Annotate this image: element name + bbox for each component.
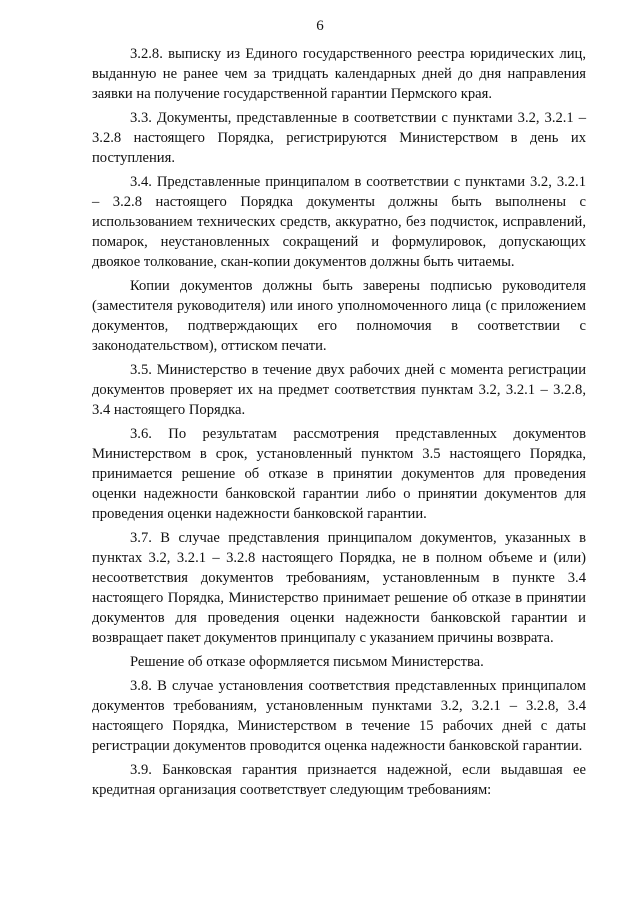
paragraph-3-7: 3.7. В случае представления принципалом документов, указанных в пунктах 3.2, 3.2.1 – 3.2.8 настоящего Порядка, не в полном объеме и (или) несоответствия документов требованиям, установленным в пункте 3.4 настоящего Порядка, Министерство принимает решение об отказе в принятии документов для проведения оценки надежности банковской гарантии и возвращает пакет документов принципалу с указанием причины возврата. — [92, 530, 586, 646]
paragraph-3-6: 3.6. По результатам рассмотрения представленных документов Министерством в срок, установленный пунктом 3.5 настоящего Порядка, принимается решение об отказе в принятии документов для проведения оценки надежности банковской гарантии либо о принятии документов для проведения оценки надежности банковской гарантии. — [92, 426, 586, 522]
paragraph-3-9: 3.9. Банковская гарантия признается надежной, если выдавшая ее кредитная организация соответствует следующим требованиям: — [92, 762, 586, 798]
paragraph-refusal: Решение об отказе оформляется письмом Министерства. — [130, 654, 484, 670]
page-number: 6 — [316, 18, 324, 34]
document-body — [92, 44, 586, 804]
paragraph-3-4: 3.4. Представленные принципалом в соответствии с пунктами 3.2, 3.2.1 – 3.2.8 настоящего Порядка документы должны быть выполнены с использованием технических средств, аккуратно, без подчисток, исправлений, помарок, неустановленных сокращений и формулировок, допускающих двоякое толкование, скан-копии документов должны быть читаемы. — [92, 174, 586, 270]
paragraph-copies: Копии документов должны быть заверены подписью руководителя (заместителя руководителя) или иного уполномоченного лица (с приложением документов, подтверждающих его полномочия в соответствии с законодательством), оттиском печати. — [92, 278, 586, 354]
paragraph-3-2-8: 3.2.8. выписку из Единого государственного реестра юридических лиц, выданную не ранее чем за тридцать календарных дней до дня направления заявки на получение государственной гарантии Пермского края. — [92, 46, 586, 102]
paragraph-3-5: 3.5. Министерство в течение двух рабочих дней с момента регистрации документов проверяет их на предмет соответствия пунктам 3.2, 3.2.1 – 3.2.8, 3.4 настоящего Порядка. — [92, 362, 586, 418]
paragraph-3-8: 3.8. В случае установления соответствия представленных принципалом документов требованиям, установленным пунктами 3.2, 3.2.1 – 3.2.8, 3.4 настоящего Порядка, Министерством в течение 15 рабочих дней с даты регистрации документов проводится оценка надежности банковской гарантии. — [92, 678, 586, 754]
paragraph-3-3: 3.3. Документы, представленные в соответствии с пунктами 3.2, 3.2.1 – 3.2.8 настоящего Порядка, регистрируются Министерством в день их поступления. — [92, 110, 586, 166]
